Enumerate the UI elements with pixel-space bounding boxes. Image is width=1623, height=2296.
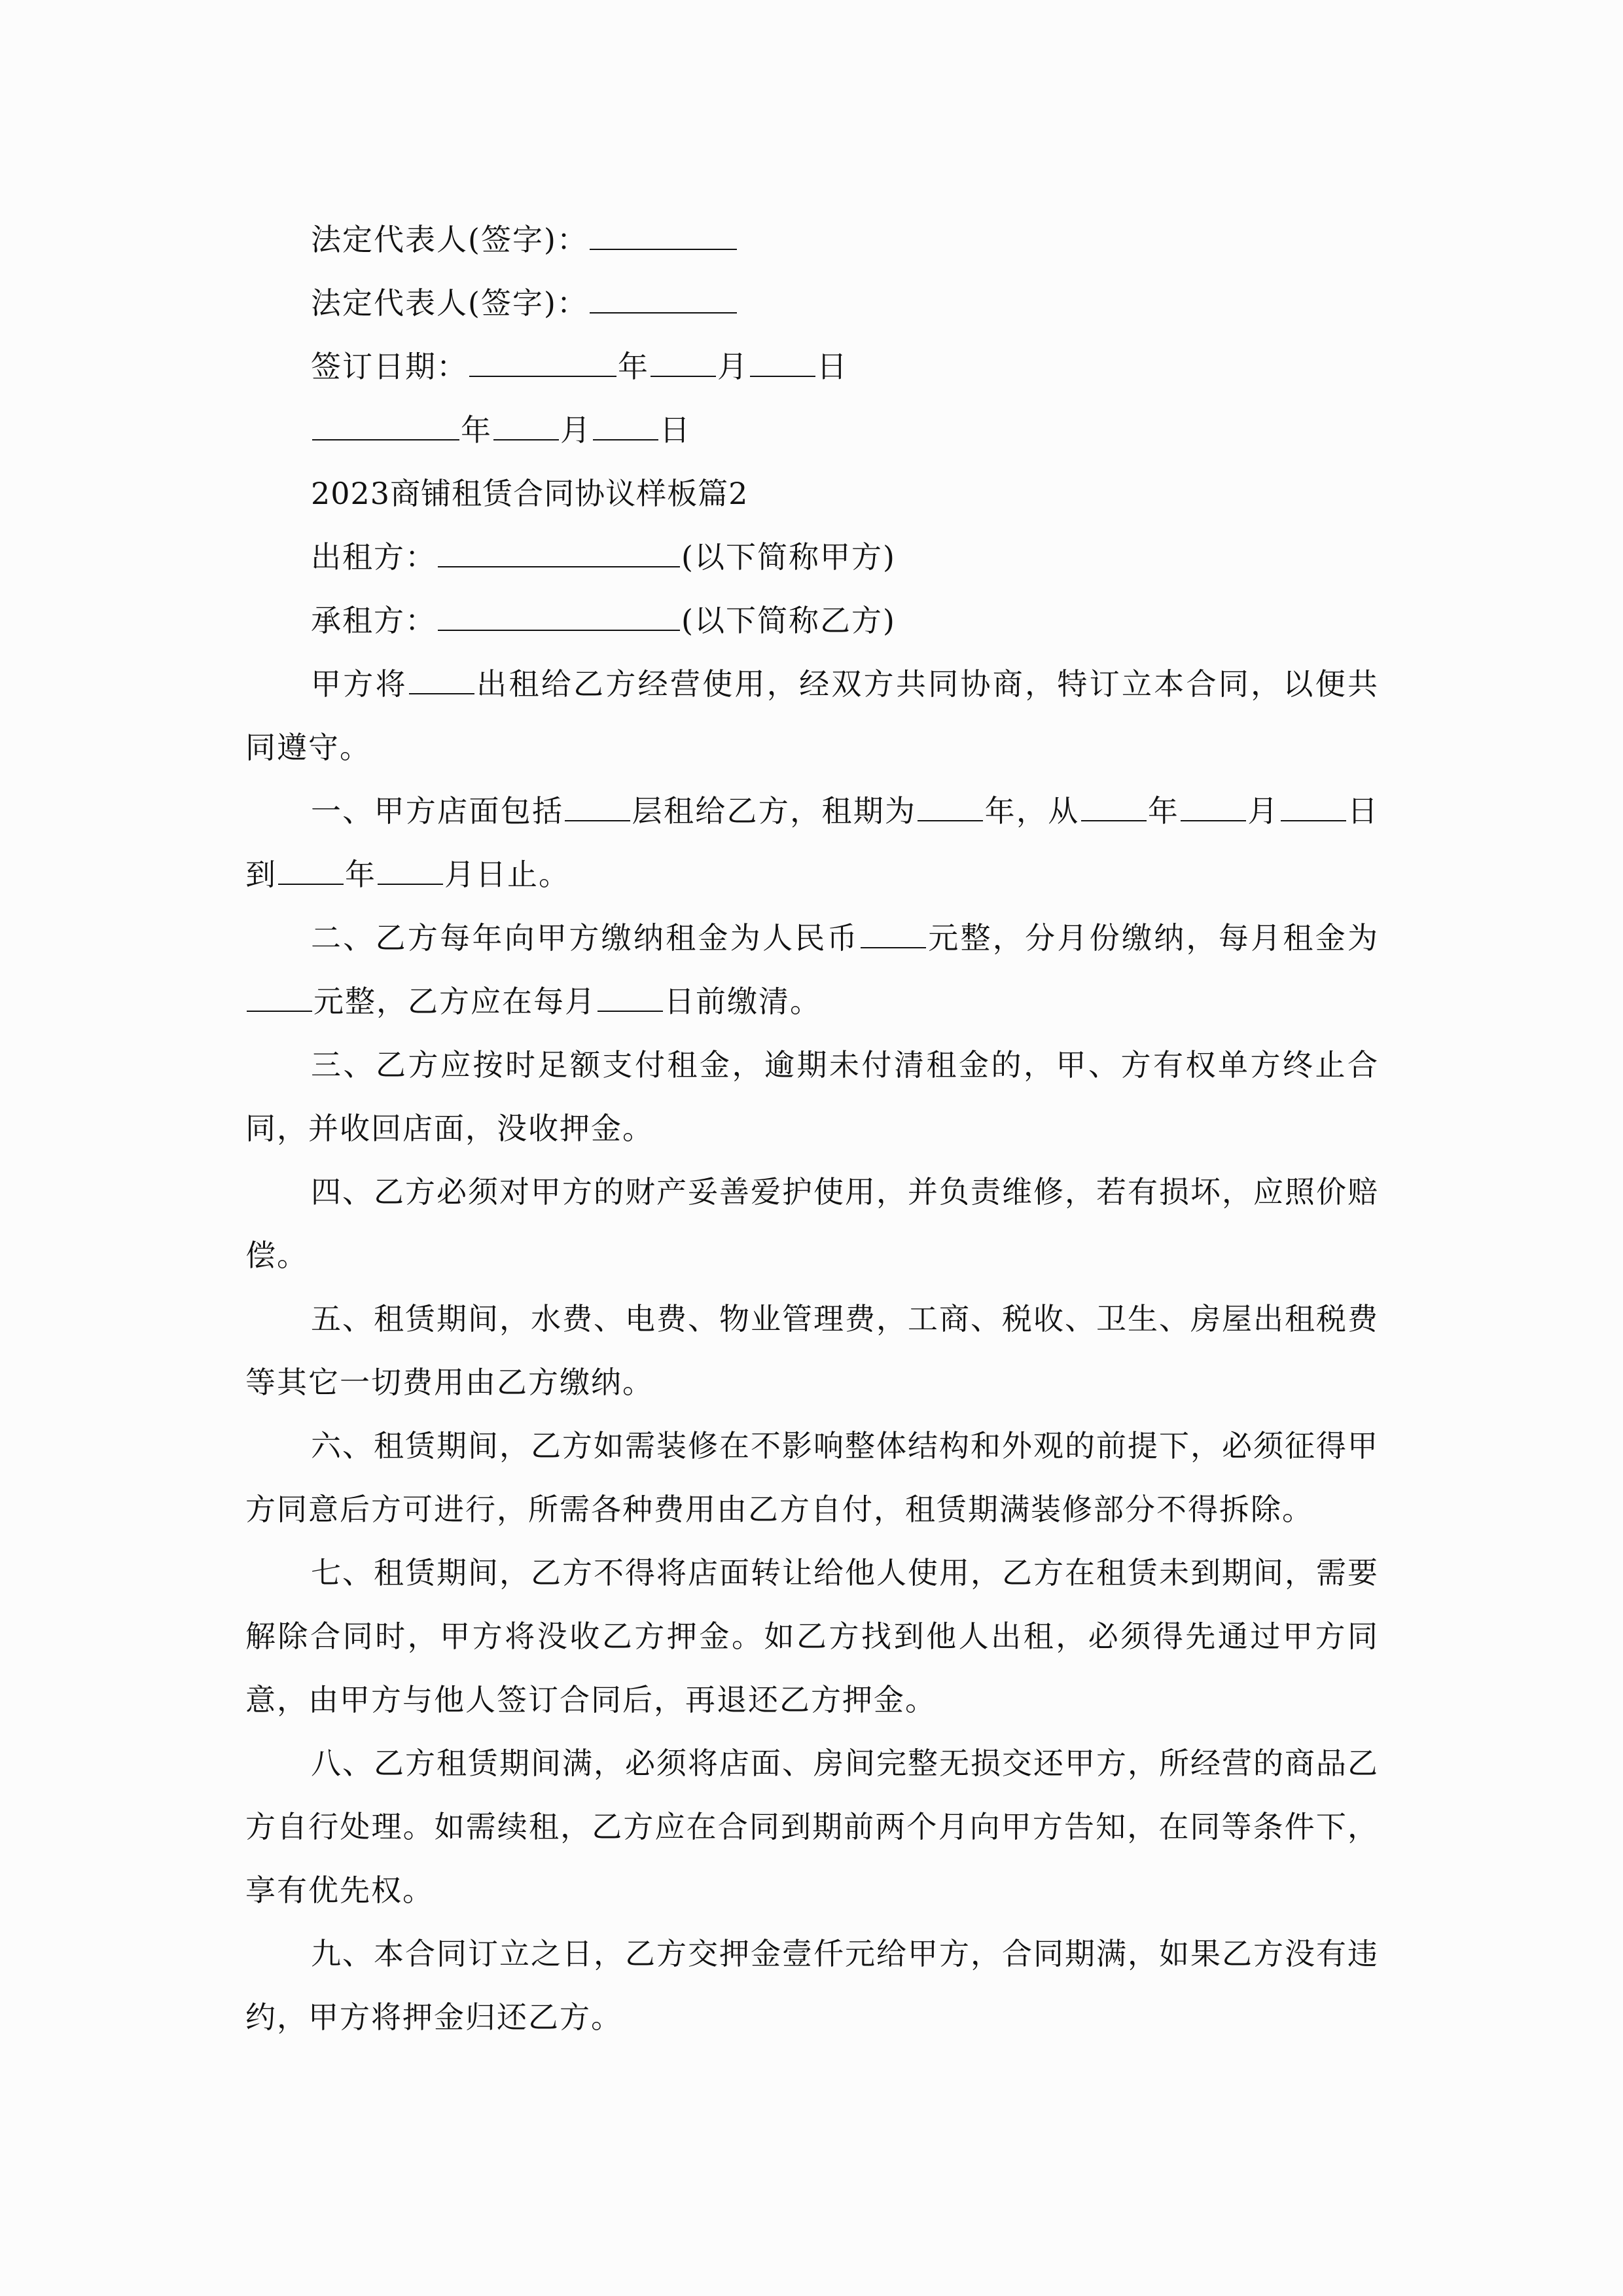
document-page (245, 208, 1379, 2049)
legal-rep-signature-line-2 (245, 272, 1379, 335)
end-month-blank (378, 883, 443, 885)
second-date-line (245, 399, 1379, 462)
annual-rent-blank (861, 946, 926, 948)
section-title: 2023商铺租赁合同协议样板篇2 (311, 476, 749, 511)
day-char: 日 (817, 349, 848, 384)
clause-text: 元整，乙方应在每月 (313, 984, 596, 1019)
year-blank (469, 375, 616, 377)
day-char: 日 (660, 412, 691, 448)
payment-day-blank (597, 1010, 663, 1012)
clause-text: 元整，分月份缴纳，每月租金为 (927, 920, 1380, 956)
start-year-blank (1081, 819, 1147, 821)
term-years-blank (918, 819, 983, 821)
lessee-label: 承租方： (311, 603, 437, 638)
clause-text: 日前缴清。 (664, 984, 821, 1019)
lessee-line (245, 589, 1379, 653)
month-char: 月 (560, 412, 592, 448)
clause-text: 一、甲方店面包括 (311, 793, 564, 829)
preamble-text: 出租给乙方经营使用，经双方共同协商，特订立本合同，以便共同遵守。 (245, 666, 1380, 765)
premises-blank (409, 692, 474, 694)
preamble-text: 甲方将 (311, 666, 408, 702)
start-month-blank (1181, 819, 1246, 821)
clause-4: 四、乙方必须对甲方的财产妥善爱护使用，并负责维修，若有损坏，应照价赔偿。 (245, 1174, 1379, 1273)
clause-text: 月日止。 (444, 857, 570, 892)
sign-date-label: 签订日期： (311, 349, 468, 384)
clause-text: 日到 (245, 793, 1380, 892)
clause-8: 八、乙方租赁期间满，必须将店面、房间完整无损交还甲方，所经营的商品乙方自行处理。如需续租，乙方应在合同到期前两个月向甲方告知，在同等条件下，享有优先权。 (245, 1746, 1379, 1908)
day-blank (593, 439, 658, 440)
clause-9: 九、本合同订立之日，乙方交押金壹仟元给甲方，合同期满，如果乙方没有违约，甲方将押金归还乙方。 (245, 1936, 1379, 2035)
clause-text: 年 (1147, 793, 1180, 829)
monthly-rent-blank (247, 1010, 312, 1012)
day-blank (750, 375, 815, 377)
signature-blank (590, 312, 737, 314)
preamble-paragraph (245, 653, 1379, 780)
clause-text: 月 (1247, 793, 1279, 829)
month-char: 月 (717, 349, 749, 384)
lessor-suffix: (以下简称甲方) (681, 539, 896, 575)
year-char: 年 (461, 412, 492, 448)
clause-text: 年，从 (984, 793, 1080, 829)
clause-2 (245, 906, 1379, 1033)
clause-text: 年 (345, 857, 376, 892)
legal-rep-label: 法定代表人(签字)： (311, 222, 588, 257)
lessee-blank (438, 629, 680, 631)
start-day-blank (1281, 819, 1346, 821)
clause-1 (245, 780, 1379, 906)
lessor-label: 出租方： (311, 539, 437, 575)
year-blank (312, 439, 459, 440)
lessor-line (245, 526, 1379, 589)
year-char: 年 (618, 349, 649, 384)
month-blank (651, 375, 716, 377)
signature-blank (590, 248, 737, 250)
end-year-blank (278, 883, 344, 885)
month-blank (493, 439, 559, 440)
legal-rep-signature-line-1 (245, 208, 1379, 272)
clause-6: 六、租赁期间，乙方如需装修在不影响整体结构和外观的前提下，必须征得甲方同意后方可进行，所需各种费用由乙方自付，租赁期满装修部分不得拆除。 (245, 1428, 1379, 1527)
legal-rep-label: 法定代表人(签字)： (311, 285, 588, 321)
clause-text: 二、乙方每年向甲方缴纳租金为人民币 (311, 920, 859, 956)
floor-blank (565, 819, 630, 821)
lessor-blank (438, 565, 680, 567)
clause-3: 三、乙方应按时足额支付租金，逾期未付清租金的，甲、方有权单方终止合同，并收回店面，没收押金。 (245, 1047, 1379, 1146)
lessee-suffix: (以下简称乙方) (681, 603, 896, 638)
clause-5: 五、租赁期间，水费、电费、物业管理费，工商、税收、卫生、房屋出租税费等其它一切费用由乙方缴纳。 (245, 1301, 1379, 1400)
clause-text: 层租给乙方，租期为 (632, 793, 917, 829)
clause-7: 七、租赁期间，乙方不得将店面转让给他人使用，乙方在租赁未到期间，需要解除合同时，甲方将没收乙方押金。如乙方找到他人出租，必须得先通过甲方同意，由甲方与他人签订合同后，再退还乙方押金。 (245, 1555, 1379, 1717)
sign-date-line (245, 335, 1379, 399)
